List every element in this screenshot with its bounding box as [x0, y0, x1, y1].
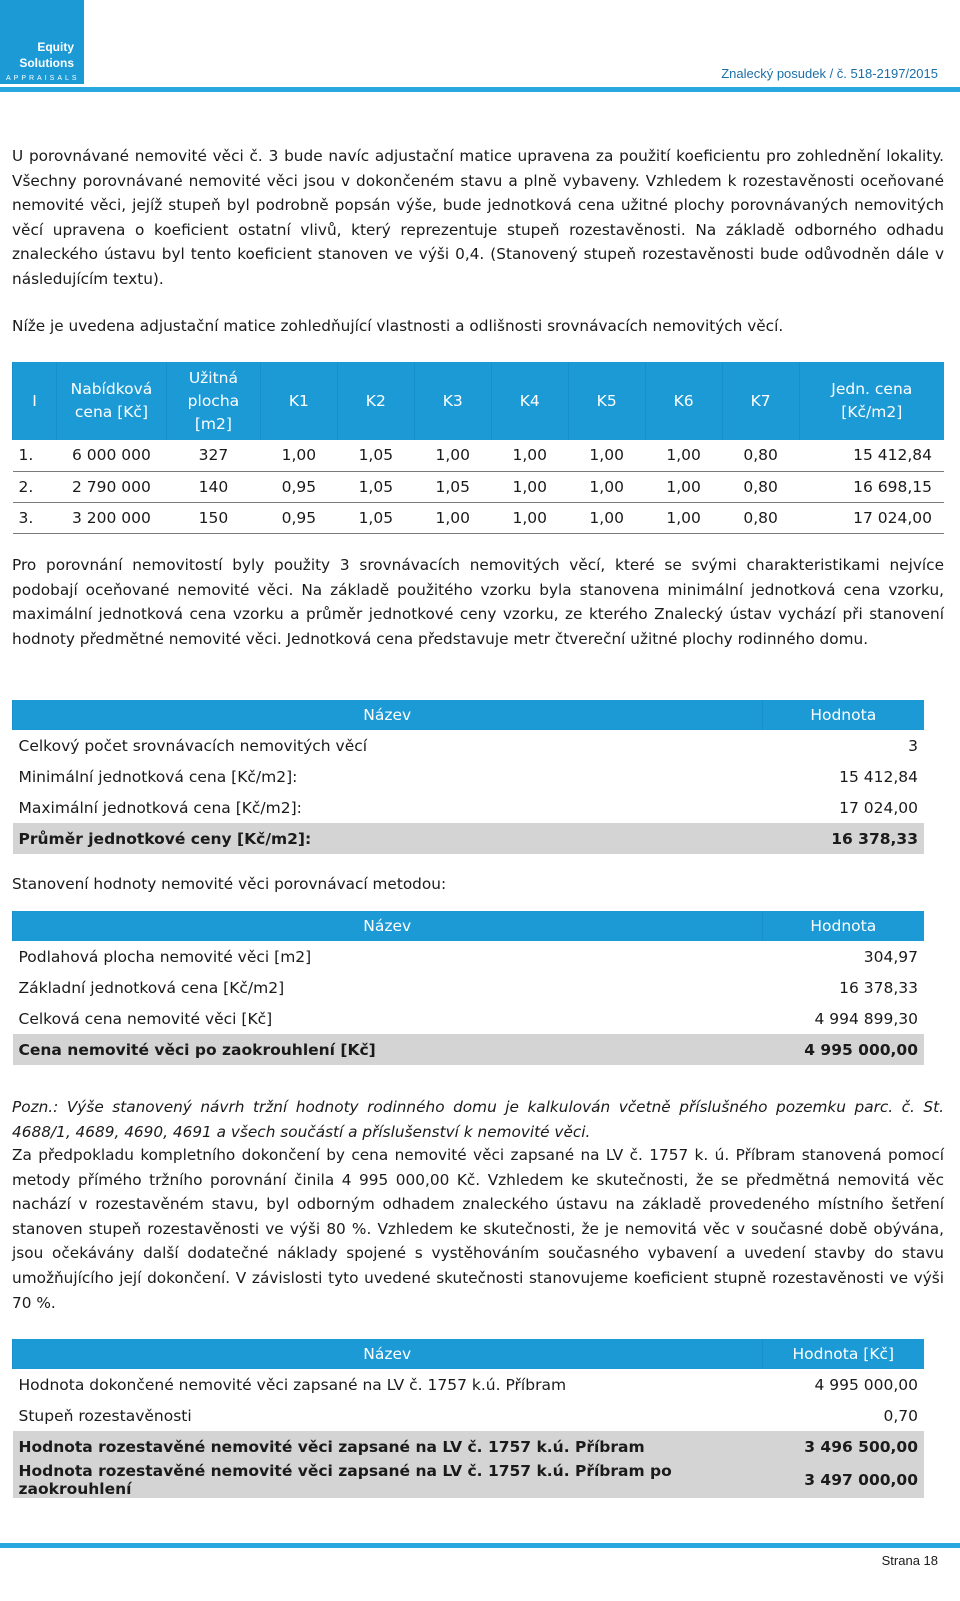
table-row [13, 1003, 925, 1034]
table-cell: 1,05 [337, 471, 414, 502]
row-value: 16 378,33 [762, 823, 924, 854]
table-cell: 1,00 [491, 440, 568, 471]
header-divider [0, 87, 960, 92]
logo-line-1: Equity [37, 40, 74, 54]
matrix-header: Užitná plocha [m2] [166, 362, 260, 440]
matrix-header: K5 [568, 362, 645, 440]
row-value: 304,97 [863, 947, 918, 966]
company-logo [0, 0, 84, 84]
table-cell: 1,00 [645, 502, 722, 533]
row-label: Celková cena nemovité věci [Kč] [18, 1009, 273, 1028]
completion-paragraph: Za předpokladu kompletního dokončení by cena nemovité věci zapsané na LV č. 1757 k. ú. Příbram stanovená pomocí metody přímého tržního porovnání činila 4 995 000,00 Kč. Vzhledem ke skutečnosti, že se předmětná nemovitá věc nachází v rozestavěném stavu, byl odborným odhadem znaleckého ústavu na základě provedeného místního šetření stanoven stupeň rozestavěnosti ve výši 80 %. Vzhledem ke skutečnosti, že je nemovitá věc v současné době obývána, jsou očekávány další dodatečné náklady spojené s vystěhováním současného vybavení a uvedení stavby do stavu umožňujícího její dokončení. V závislosti tyto uvedené skutečnosti stanovujeme koeficient stupně rozestavěnosti ve výši 70 %. [12, 1146, 944, 1312]
table-header-row [13, 1339, 925, 1369]
column-header-name: Název [13, 1339, 763, 1369]
matrix-header: K3 [414, 362, 491, 440]
row-label: Hodnota dokončené nemovité věci zapsané na LV č. 1757 k.ú. Příbram [18, 1375, 567, 1394]
table-cell: 0,80 [722, 471, 799, 502]
table-cell: 1,05 [337, 440, 414, 471]
intro-paragraph: U porovnávané nemovité věci č. 3 bude navíc adjustační matice upravena za použití koeficientu pro zohlednění lokality. Všechny porovnávané nemovité věci jsou v dokončeném stavu a plně vybaveny. Vzhledem k rozestavěnosti oceňované nemovité věci, jejíž stupeň byl podrobně popsán výše, bude jednotková cena užitné plochy porovnávaných nemovitých věcí upravena o koeficient ostatní vlivů, který reprezentuje stupeň rozestavěnosti. Na základě odborného odhadu znaleckého ústavu byl tento koeficient stanoven ve výši 0,4. (Stanovený stupeň rozestavěnosti bude odůvodněn dále v následujícím textu). [12, 147, 944, 288]
comparison-paragraph: Pro porovnání nemovitostí byly použity 3 srovnávacích nemovitých věcí, které se svými charakteristikami nejvíce podobají oceňované nemovité věci. Na základě použitého vzorku byla stanovena minimální jednotková cena vzorku, maximální jednotková cena vzorku a průměr jednotkové ceny vzorku, ze kterého Znalecký ústav vychází při stanovení hodnoty předmětné nemovité věci. Jednotková cena představuje metr čtvereční užitné plochy rodinného domu. [12, 556, 944, 648]
table-row [13, 502, 945, 533]
table-cell: 3. [13, 502, 57, 533]
column-header-value: Hodnota [762, 700, 924, 730]
column-header-value: Hodnota [Kč] [762, 1339, 924, 1369]
row-value: 3 496 500,00 [762, 1431, 924, 1462]
matrix-header: Nabídková cena [Kč] [56, 362, 166, 440]
logo-line-3: APPRAISALS [6, 75, 80, 82]
table-cell: 1,00 [491, 471, 568, 502]
row-label: Hodnota rozestavěné nemovité věci zapsané na LV č. 1757 k.ú. Příbram po zaokrouhlení [13, 1462, 763, 1498]
table-row [13, 1034, 925, 1065]
row-value: 15 412,84 [839, 767, 918, 786]
row-value: 4 995 000,00 [762, 1034, 924, 1065]
matrix-header: K1 [260, 362, 337, 440]
row-label: Stupeň rozestavěnosti [18, 1406, 192, 1425]
row-label: Cena nemovité věci po zaokrouhlení [Kč] [13, 1034, 763, 1065]
table-cell: 0,95 [260, 502, 337, 533]
row-label: Průměr jednotkové ceny [Kč/m2]: [13, 823, 763, 854]
table-row [13, 471, 945, 502]
table-cell: 1,00 [491, 502, 568, 533]
table-row [13, 1369, 925, 1400]
row-label: Základní jednotková cena [Kč/m2] [18, 978, 285, 997]
table-header-row [13, 911, 925, 941]
valuation-note: Pozn.: Výše stanovený návrh tržní hodnoty rodinného domu je kalkulován včetně příslušného pozemku parc. č. St. 4688/1, 4689, 4690, 4691 a všech součástí a příslušenství k nemovité věci. [12, 1098, 944, 1141]
table-cell: 1. [13, 440, 57, 471]
matrix-header: K6 [645, 362, 722, 440]
table-row [13, 1400, 925, 1431]
row-label: Maximální jednotková cena [Kč/m2]: [18, 798, 302, 817]
row-value: 17 024,00 [839, 798, 918, 817]
matrix-header: I [13, 362, 57, 440]
table-cell: 1,00 [260, 440, 337, 471]
matrix-header-row [13, 362, 945, 440]
row-label: Podlahová plocha nemovité věci [m2] [18, 947, 312, 966]
column-header-value: Hodnota [762, 911, 924, 941]
table-cell: 16 698,15 [799, 471, 944, 502]
table-cell: 1,00 [568, 471, 645, 502]
table-cell: 1,05 [414, 471, 491, 502]
valuation-heading: Stanovení hodnoty nemovité věci porovnávací metodou: [12, 875, 447, 893]
matrix-intro: Níže je uvedena adjustační matice zohledňující vlastnosti a odlišnosti srovnávacích nemovitých věcí. [12, 317, 784, 335]
table-cell: 15 412,84 [799, 440, 944, 471]
table-cell: 1,00 [414, 502, 491, 533]
page-number: Strana 18 [881, 1553, 938, 1568]
table-cell: 140 [166, 471, 260, 502]
final-value-table [12, 1339, 924, 1498]
row-value: 4 995 000,00 [814, 1375, 918, 1394]
row-value: 3 497 000,00 [762, 1462, 924, 1498]
table-cell: 0,80 [722, 440, 799, 471]
table-cell: 1,05 [337, 502, 414, 533]
row-label: Minimální jednotková cena [Kč/m2]: [18, 767, 298, 786]
matrix-header: Jedn. cena [Kč/m2] [799, 362, 944, 440]
row-value: 3 [908, 736, 918, 755]
table-cell: 6 000 000 [56, 440, 166, 471]
matrix-header: K2 [337, 362, 414, 440]
table-cell: 150 [166, 502, 260, 533]
row-label: Celkový počet srovnávacích nemovitých věcí [18, 736, 368, 755]
row-value: 16 378,33 [839, 978, 918, 997]
matrix-header: K7 [722, 362, 799, 440]
table-row [13, 761, 925, 792]
table-cell: 0,80 [722, 502, 799, 533]
statistics-table [12, 700, 924, 854]
matrix-header: K4 [491, 362, 568, 440]
table-cell: 1,00 [568, 440, 645, 471]
table-cell: 2 790 000 [56, 471, 166, 502]
table-row [13, 972, 925, 1003]
row-value: 0,70 [883, 1406, 918, 1425]
table-cell: 1,00 [645, 471, 722, 502]
document-reference: Znalecký posudek / č. 518-2197/2015 [721, 66, 938, 81]
table-row [13, 792, 925, 823]
table-row [13, 730, 925, 761]
table-cell: 0,95 [260, 471, 337, 502]
table-cell: 1,00 [568, 502, 645, 533]
table-cell: 327 [166, 440, 260, 471]
row-label: Hodnota rozestavěné nemovité věci zapsané na LV č. 1757 k.ú. Příbram [13, 1431, 763, 1462]
table-cell: 17 024,00 [799, 502, 944, 533]
table-cell: 1,00 [414, 440, 491, 471]
table-cell: 3 200 000 [56, 502, 166, 533]
table-header-row [13, 700, 925, 730]
table-row [13, 1462, 925, 1498]
table-cell: 2. [13, 471, 57, 502]
column-header-name: Název [13, 700, 763, 730]
logo-line-2: Solutions [19, 56, 74, 70]
footer-divider [0, 1543, 960, 1548]
table-row [13, 823, 925, 854]
column-header-name: Název [13, 911, 763, 941]
table-cell: 1,00 [645, 440, 722, 471]
table-row [13, 440, 945, 471]
valuation-table [12, 911, 924, 1065]
table-row [13, 941, 925, 972]
table-row [13, 1431, 925, 1462]
row-value: 4 994 899,30 [814, 1009, 918, 1028]
adjustment-matrix [12, 362, 944, 534]
